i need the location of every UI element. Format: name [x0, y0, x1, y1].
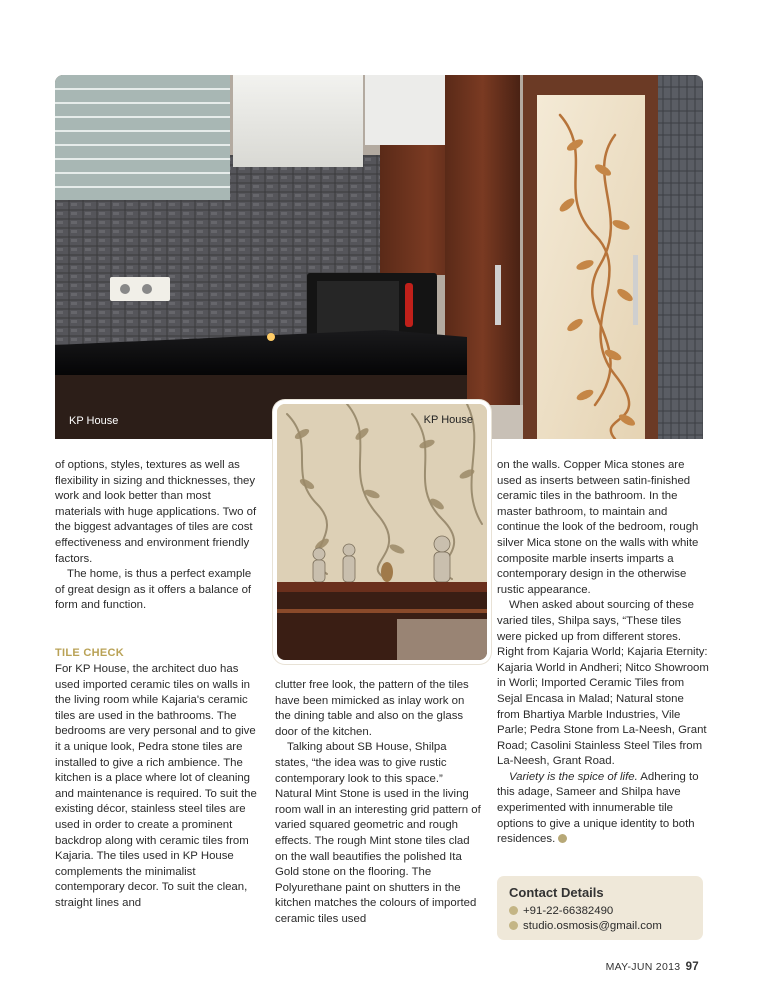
column-2 — [275, 678, 481, 928]
contact-details-box — [497, 876, 703, 940]
paragraph: For KP House, the architect duo has used imported ceramic tiles on walls in the living room while Kajaria's ceramic tiles are used in the bathrooms. The bedrooms are very personal and to give it a unique look, Pedra stone tiles are installed to give a rich ambience. The kitchen is a place where lot of cleaning and maintenance is required. To suit the existing décor, stainless steel tiles are used in order to create a prominent backdrop along with ceramic tiles from Kajaria. The tiles used in KP House complements the minimalist contemporary decor. To suit the clean, straight lines and — [55, 663, 257, 909]
kitchen-photo — [55, 75, 703, 439]
contact-title: Contact Details — [509, 885, 604, 900]
bullet-icon — [509, 921, 518, 930]
section-heading: TILE CHECK — [55, 647, 124, 659]
end-mark-icon — [558, 834, 567, 843]
hero-photo-caption: KP House — [69, 415, 119, 427]
closing-paragraph — [497, 770, 709, 848]
paragraph: Talking about SB House, Shilpa states, “the idea was to give rustic contemporary look to this space.” Natural Mint Stone is used in the living room wall in an interesting grid pattern of varied squared geometric and rough effects. The rough Mint stone tiles clad on the wall beautifies the polished Ita Gold stone on the flooring. The Polyurethane paint on shutters in the kitchen matches the colours of imported ceramic tiles used — [275, 741, 481, 925]
contact-email[interactable]: studio.osmosis@gmail.com — [523, 920, 662, 932]
paragraph: of options, styles, textures as well as flexibility in sizing and thicknesses, they work and look better than most materials with huge applications. Two of the biggest advantages of tiles are cost effectiveness and environment friendly factors. — [55, 459, 257, 565]
bullet-icon — [509, 906, 518, 915]
column-1-body — [55, 662, 260, 912]
paragraph: clutter free look, the pattern of the tiles have been mimicked as inlay work on the dining table and also on the glass door of the kitchen. — [275, 679, 469, 738]
italic-phrase: Variety is the spice of life. — [509, 770, 638, 783]
paragraph: When asked about sourcing of these varied tiles, Shilpa says, “These tiles were picked up from different stores. Right from Kajaria World; Kajaria Eternity: Kajaria World in Andheri; Nitco Showroom in Worli; Imported Ceramic Tiles from Sejal Encasa in Malad; Natural stone from Bhartiya Marble Industries, Vile Parle; Pedra Stone from La-Neesh, Grant Road; Casolini Stainless Steel Tiles from La-Neesh, Grant Road. — [497, 599, 709, 768]
paragraph: The home, is thus a perfect example of great design as it offers a balance of form and function. — [55, 568, 252, 612]
column-1-intro — [55, 458, 260, 614]
paragraph: on the walls. Copper Mica stones are used as inserts between satin-finished ceramic tiles in the bathroom. In the master bathroom, to maintain and continue the look of the bedroom, rough silver Mica stone on the walls with white composite marble inserts imparts a contemporary design in the otherwise rustic appearance. — [497, 459, 699, 596]
inset-photo-caption: KP House — [423, 414, 473, 426]
issue-date: MAY-JUN 2013 — [605, 961, 681, 973]
contact-phone-row — [509, 905, 613, 917]
page-number: 97 — [685, 961, 699, 973]
column-3 — [497, 458, 709, 848]
page-folio — [606, 961, 699, 973]
closing-text: Adhering to this adage, Sameer and Shilpa have experimented with innumerable tile options to give a unique identity to both residences. — [497, 770, 699, 846]
living-room-photo — [273, 400, 491, 664]
contact-phone: +91-22-66382490 — [523, 905, 614, 917]
contact-email-row — [509, 920, 662, 932]
